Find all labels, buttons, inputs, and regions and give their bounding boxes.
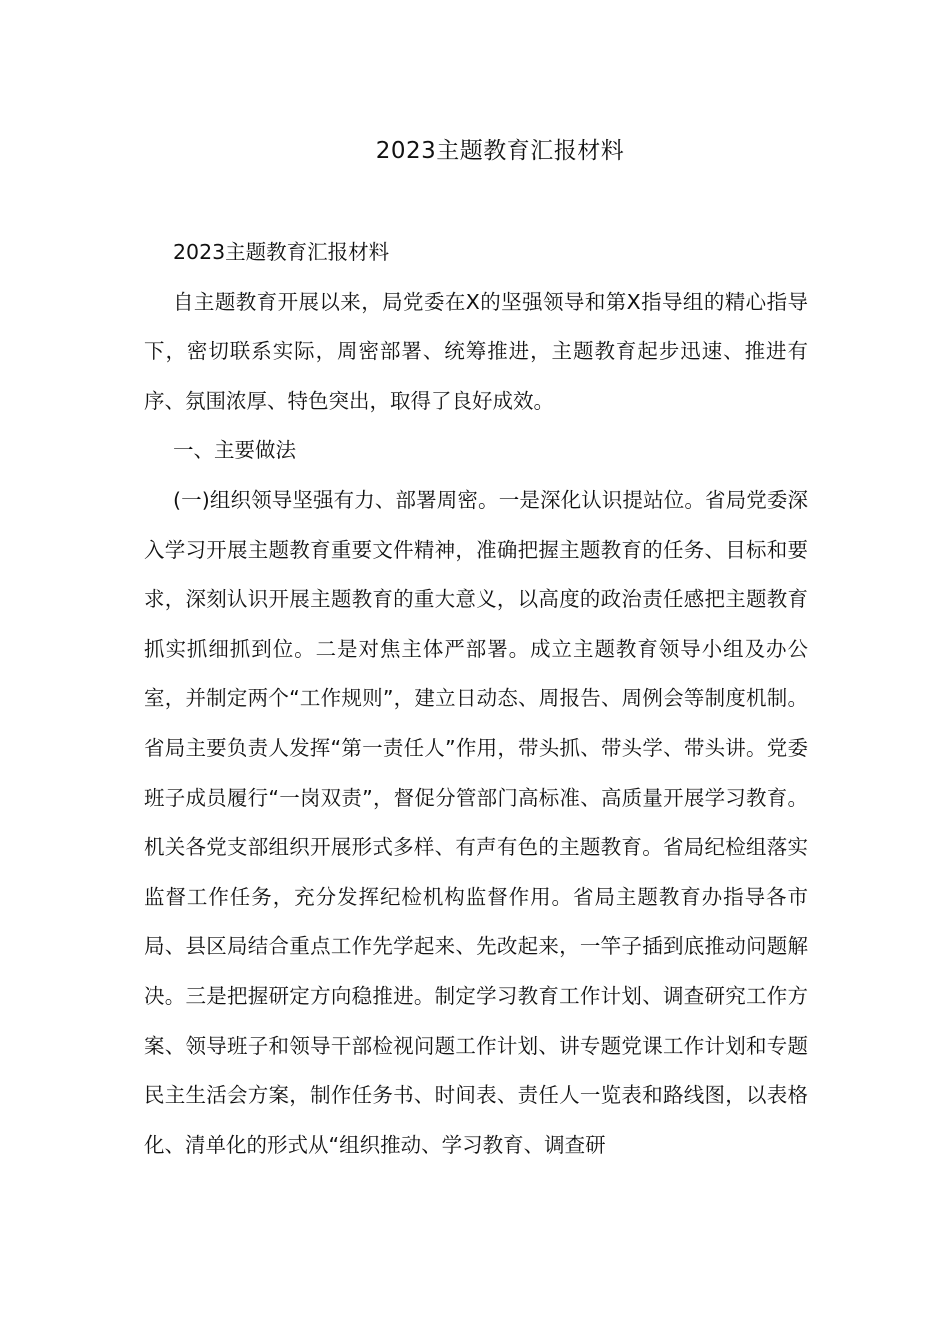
paragraph-organization-leadership: (一)组织领导坚强有力、部署周密。一是深化认识提站位。省局党委深入学习开展主题教育重要文件精神，准确把握主题教育的任务、目标和要求，深刻认识开展主题教育的重大意义，以高度的政治责任感把主题教育抓实抓细抓到位。二是对焦主体严部署。成立主题教育领导小组及办公室，并制定两个“工作规则”，建立日动态、周报告、周例会等制度机制。省局主要负责人发挥“第一责任人”作用，带头抓、带头学、带头讲。党委班子成员履行“一岗双责”，督促分管部门高标准、高质量开展学习教育。机关各党支部组织开展形式多样、有声有色的主题教育。省局纪检组落实监督工作任务，充分发挥纪检机构监督作用。省局主题教育办指导各市局、县区局结合重点工作先学起来、先改起来，一竿子插到底推动问题解决。三是把握研定方向稳推进。制定学习教育工作计划、调查研究工作方案、领导班子和领导干部检视问题工作计划、讲专题党课工作计划和专题民主生活会方案，制作任务书、时间表、责任人一览表和路线图，以表格化、清单化的形式从“组织推动、学习教育、调查研 xyxy=(144,487,808,1157)
paragraph-intro: 自主题教育开展以来，局党委在X的坚强领导和第X指导组的精心指导下，密切联系实际，周密部署、统筹推进，主题教育起步迅速、推进有序、氛围浓厚、特色突出，取得了良好成效。 xyxy=(144,289,808,413)
section-heading-main-practices: 一、主要做法 xyxy=(173,438,296,463)
paragraph-subtitle: 2023主题教育汇报材料 xyxy=(173,240,390,264)
document-body xyxy=(144,228,808,1170)
document-title: 2023主题教育汇报材料 xyxy=(375,138,625,164)
